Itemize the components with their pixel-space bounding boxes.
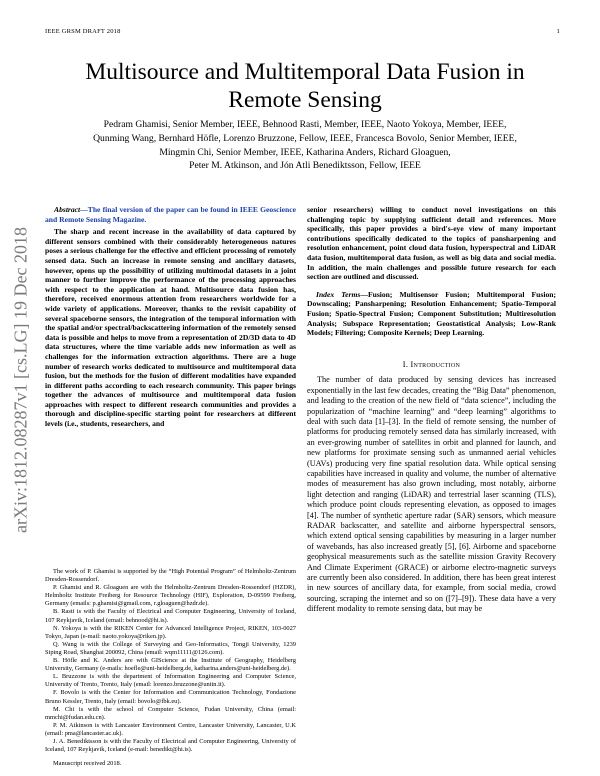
affiliation-item: F. Bovolo is with the Center for Information and Communication Technology, Fondazione Bruno Kessler, Trento, Italy (email: bovolo@fbk.eu). (45, 689, 296, 705)
manuscript-received: Manuscript received 2018. (53, 760, 122, 768)
affiliation-item: L. Bruzzone is with the department of Information Engineering and Computer Science, University of Trento, Trento, Italy (email: lorenzo.bruzzone@unitn.it). (45, 673, 296, 689)
introduction-body (307, 375, 556, 614)
abstract-body: The sharp and recent increase in the availability of data captured by different sensors combined with their considerably heterogeneous natures poses a serious challenge for the effective and efficient processing of remotely sensed data. Such an increase in remote sensing and ancillary datasets, however, opens up the possibility of utilizing multimodal datasets in a joint manner to further improve the performance of the processing approaches with respect to the application at hand. Multisource data fusion has, therefore, received enormous attention from researchers worldwide for a wide variety of applications. Moreover, thanks to the revisit capability of several spaceborne sensors, the integration of the temporal information with the spatial and/or spectral/backscattering information of the remotely sensed data is possible and helps to move from a representation of 2D/3D data to 4D data structures, where the time variable adds new information as well as challenges for the information extraction algorithms. There are a huge number of research works dedicated to multisource and multitemporal data fusion, but the methods for the fusion of different modalities have expanded in different paths according to each research community. This paper brings together the advances of multisource and multitemporal data fusion approaches with respect to different research communities and provides a thorough and discipline-specific starting point for researchers at different levels (i.e., students, researchers, and (45, 227, 296, 429)
affiliation-item: B. Höfle and K. Anders are with GIScience at the Institute of Geography, Heidelberg University, Germany (e-mails: hoefle@uni-heidelberg.de, katharina.anders@uni-heidelberg.de). (45, 657, 296, 673)
author-line: Peter M. Atkinson, and Jón Atli Benediktsson, Fellow, IEEE (189, 160, 421, 172)
running-header: IEEE GRSM DRAFT 2018 (45, 28, 121, 35)
section-title: Introduction (410, 359, 461, 369)
index-terms-text: —Fusion; Multisensor Fusion; Multitemporal Fusion; Downscaling; Pansharpening; Resolution Enhancement; Spatio-Temporal Fusion; Spatio-Spectral Fusion; Component Substitution; Multiresolution Analysis; Subspace Representation; Geostatistical Analysis; Low-Rank Models; Filtering; Composite Kernels; Deep Learning. (307, 289, 557, 338)
intro-paragraph: The number of data produced by sensing devices has increased exponentially in the last few decades, creating the “Big Data” phenomenon, and leading to the creation of the new field of “data science”, including the popularization of “machine learning” and “deep learning” algorithms to deal with such data [1]–[3]. In the field of remote sensing, the number of platforms for producing remotely sensed data has similarly increased, with an ever-growing number of satellites in orbit and planned for launch, and new platforms for proximate sensing such as unmanned aerial vehicles (UAVs) producing very fine spatial resolution data. While optical sensing capabilities have increased in quality and volume, the number of alternative modes of measurement has also grown including, most notably, airborne light detection and ranging (LiDAR) and terrestrial laser scanning (TLS), which produce point clouds representing elevation, as opposed to images [4]. The number of synthetic aperture radar (SAR) sensors, which measure RADAR backscatter, and satellite and airborne hyperspectral sensors, which extend optical sensing capabilities by measuring in a larger number of wavebands, has also increased greatly [5], [6]. Airborne and spaceborne geophysical measurements such as the satellite mission Gravity Recovery And Climate Experiment (GRACE) or airborne electro-magnetic surveys are currently been also considered. In addition, there has been great interest in new sources of ancillary data, for example, from social media, crowd sourcing, scraping the internet and so on ([7]–[9]). These data have a very different modality to remote sensing data, but may be (307, 375, 556, 614)
section-number: I. (402, 359, 409, 369)
affiliation-item: N. Yokoya is with the RIKEN Center for Advanced Intelligence Project, RIKEN, 103-0027 Tokyo, Japan (e-mail: naoto.yokoya@riken.jp). (45, 624, 296, 640)
affiliation-item: B. Rasti is with the Faculty of Electrical and Computer Engineering, University of Iceland, 107 Reykjavik, Iceland (email: behnood@hi.is). (45, 608, 296, 624)
author-list (70, 118, 540, 173)
abstract-label: Abstract (54, 205, 81, 214)
author-line: Qunming Wang, Bernhard Höfle, Lorenzo Bruzzone, Fellow, IEEE, Francesca Bovolo, Senior Member, IEEE, (93, 132, 517, 144)
affiliation-item: The work of P. Ghamisi is supported by the “High Potential Program” of Helmholtz-Zentrum Dresden-Rossendorf. (45, 568, 296, 584)
author-line: Pedram Ghamisi, Senior Member, IEEE, Behnood Rasti, Member, IEEE, Naoto Yokoya, Member, IEEE, (103, 119, 507, 130)
author-line: Mingmin Chi, Senior Member, IEEE, Katharina Anders, Richard Gloaguen, (159, 146, 451, 158)
affiliation-item: Q. Wang is with the College of Surveying and Geo-Informatics, Tongji University, 1239 Siping Road, Shanghai 200092, China (email: wqm11111@126.com). (45, 640, 296, 656)
affiliation-item: J. A. Benediktsson is with the Faculty of Electrical and Computer Engineering, University of Iceland, 107 Reykjavik, Iceland (e-mail: benedikt@hi.is). (45, 737, 296, 754)
affiliations-footnote (45, 568, 296, 768)
arxiv-stamp (4, 170, 38, 590)
paper-title: Multisource and Multitemporal Data Fusion in Remote Sensing (85, 59, 525, 113)
abstract-note-link[interactable]: —The final version of the paper can be found in IEEE Geoscience and Remote Sensing Magazine. (45, 205, 296, 224)
index-terms-label: Index Terms (316, 289, 361, 299)
abstract-continuation (307, 205, 556, 282)
right-column (307, 205, 556, 615)
abstract (45, 205, 296, 429)
arxiv-stamp-text: arXiv:1812.08287v1 [cs.LG] 19 Dec 2018 (10, 227, 31, 533)
left-column (45, 205, 296, 432)
index-terms (307, 290, 556, 338)
affiliation-item: M. Chi is with the school of Computer Science, Fudan University, China (email: mmchi@fudan.edu.cn). (45, 705, 296, 721)
affiliation-item: P. M. Atkinson is with Lancaster Environment Centre, Lancaster University, Lancaster, U.K (email: pma@lancaster.ac.uk). (45, 721, 296, 737)
affiliation-item: P. Ghamisi and R. Gloaguen are with the Helmholtz-Zentrum Dresden-Rossendorf (HZDR), Helmholtz Institute Freiberg for Resource Technology (HIF), Exploration, D-09599 Freiberg, Germany (emails: p.ghamisi@gmail.com, r.gloaguen@hzdr.de). (45, 584, 296, 608)
page-number: 1 (556, 28, 560, 35)
section-heading (307, 360, 556, 370)
abstract-continuation-text: senior researchers) willing to conduct novel investigations on this challenging topic by supplying sufficient detail and references. More specifically, this paper provides a bird's-eye view of many important contributions specifically dedicated to the topics of pansharpening and resolution enhancement, point cloud data fusion, hyperspectral and LiDAR data fusion, multitemporal data fusion, as well as big data and social media. In addition, the main challenges and possible future research for each section are outlined and discussed. (307, 205, 556, 282)
